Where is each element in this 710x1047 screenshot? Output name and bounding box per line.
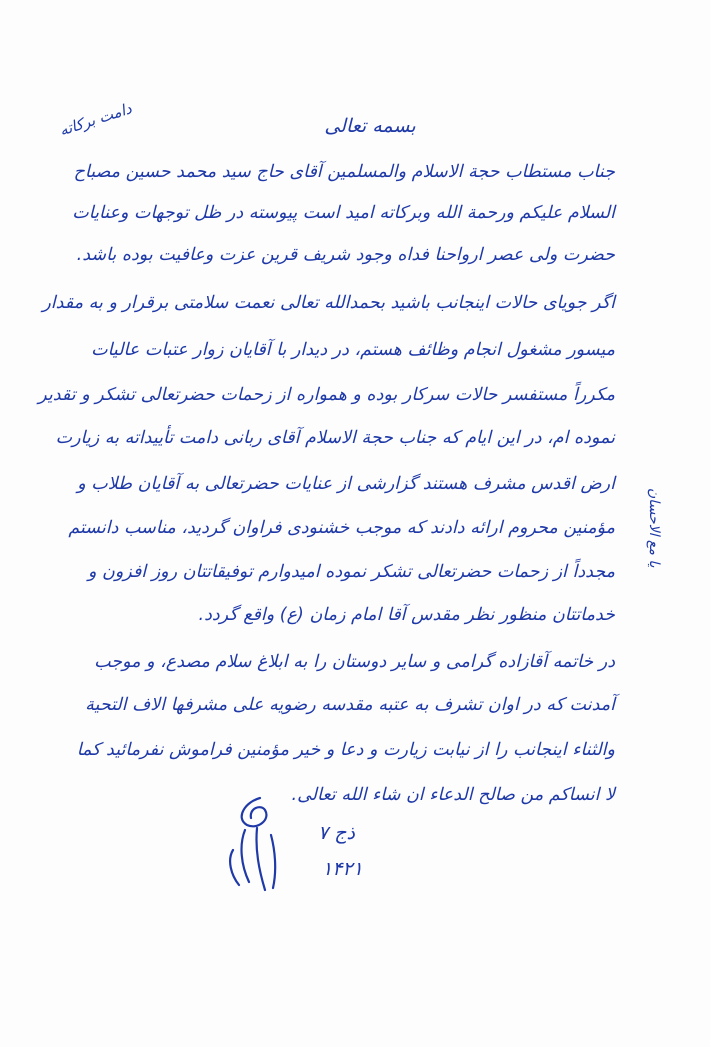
letter-line: میسور مشغول انجام وظائف هستم، در دیدار با آقایان زوار عتبات عالیات (91, 340, 615, 360)
letter-line: والثناء اینجانب را از نیابت زیارت و دعا و خیر مؤمنین فراموش نفرمائید کما (76, 740, 615, 760)
letter-line: مکرراً مستفسر حالات سرکار بوده و همواره از زحمات حضرتعالی تشکر و تقدیر (38, 385, 615, 405)
margin-side-note: یا مع الاحسان (646, 488, 662, 568)
letter-line: جناب مستطاب حجة الاسلام والمسلمین آقای حاج سید محمد حسین مصباح (73, 162, 615, 182)
letter-line: لا انساکم من صالح الدعاء ان شاء الله تعالی. (291, 785, 615, 805)
letter-line: آمدنت که در اوان تشرف به عتبه مقدسه رضویه علی مشرفها الاف التحیة (85, 695, 615, 715)
letter-line: السلام علیکم ورحمة الله وبرکاته امید است پیوسته در ظل توجهات وعنایات (72, 203, 615, 223)
letter-line: خدماتتان منظور نظر مقدس آقا امام زمان (ع) واقع گردد. (198, 605, 615, 625)
margin-honorific: دامت برکاته (57, 99, 134, 140)
letter-line: مؤمنین محروم ارائه دادند که موجب خشنودی فراوان گردید، مناسب دانستم (68, 518, 615, 538)
date-day-month: ۷ ذج (318, 822, 355, 844)
letter-line: در خاتمه آقازاده گرامی و سایر دوستان را به ابلاغ سلام مصدع، و موجب (94, 652, 615, 672)
date-year: ۱۴۲۱ (322, 858, 363, 880)
letter-heading: بسمه تعالی (324, 115, 416, 137)
letter-line: مجدداً از زحمات حضرتعالی تشکر نموده امیدوارم توفیقاتتان روز افزون و (87, 562, 615, 582)
letter-line: نموده ام، در این ایام که جناب حجة الاسلام آقای ربانی دامت تأییداته به زیارت (55, 428, 615, 448)
letter-line: اگر جویای حالات اینجانب باشید بحمدالله تعالی نعمت سلامتی برقرار و به مقدار (42, 293, 615, 313)
letter-line: حضرت ولی عصر ارواحنا فداه وجود شریف قرین عزت وعافیت بوده باشد. (76, 245, 615, 265)
letter-line: ارض اقدس مشرف هستند گزارشی از عنایات حضرتعالی به آقایان طلاب و (77, 474, 615, 494)
signature (205, 790, 285, 900)
